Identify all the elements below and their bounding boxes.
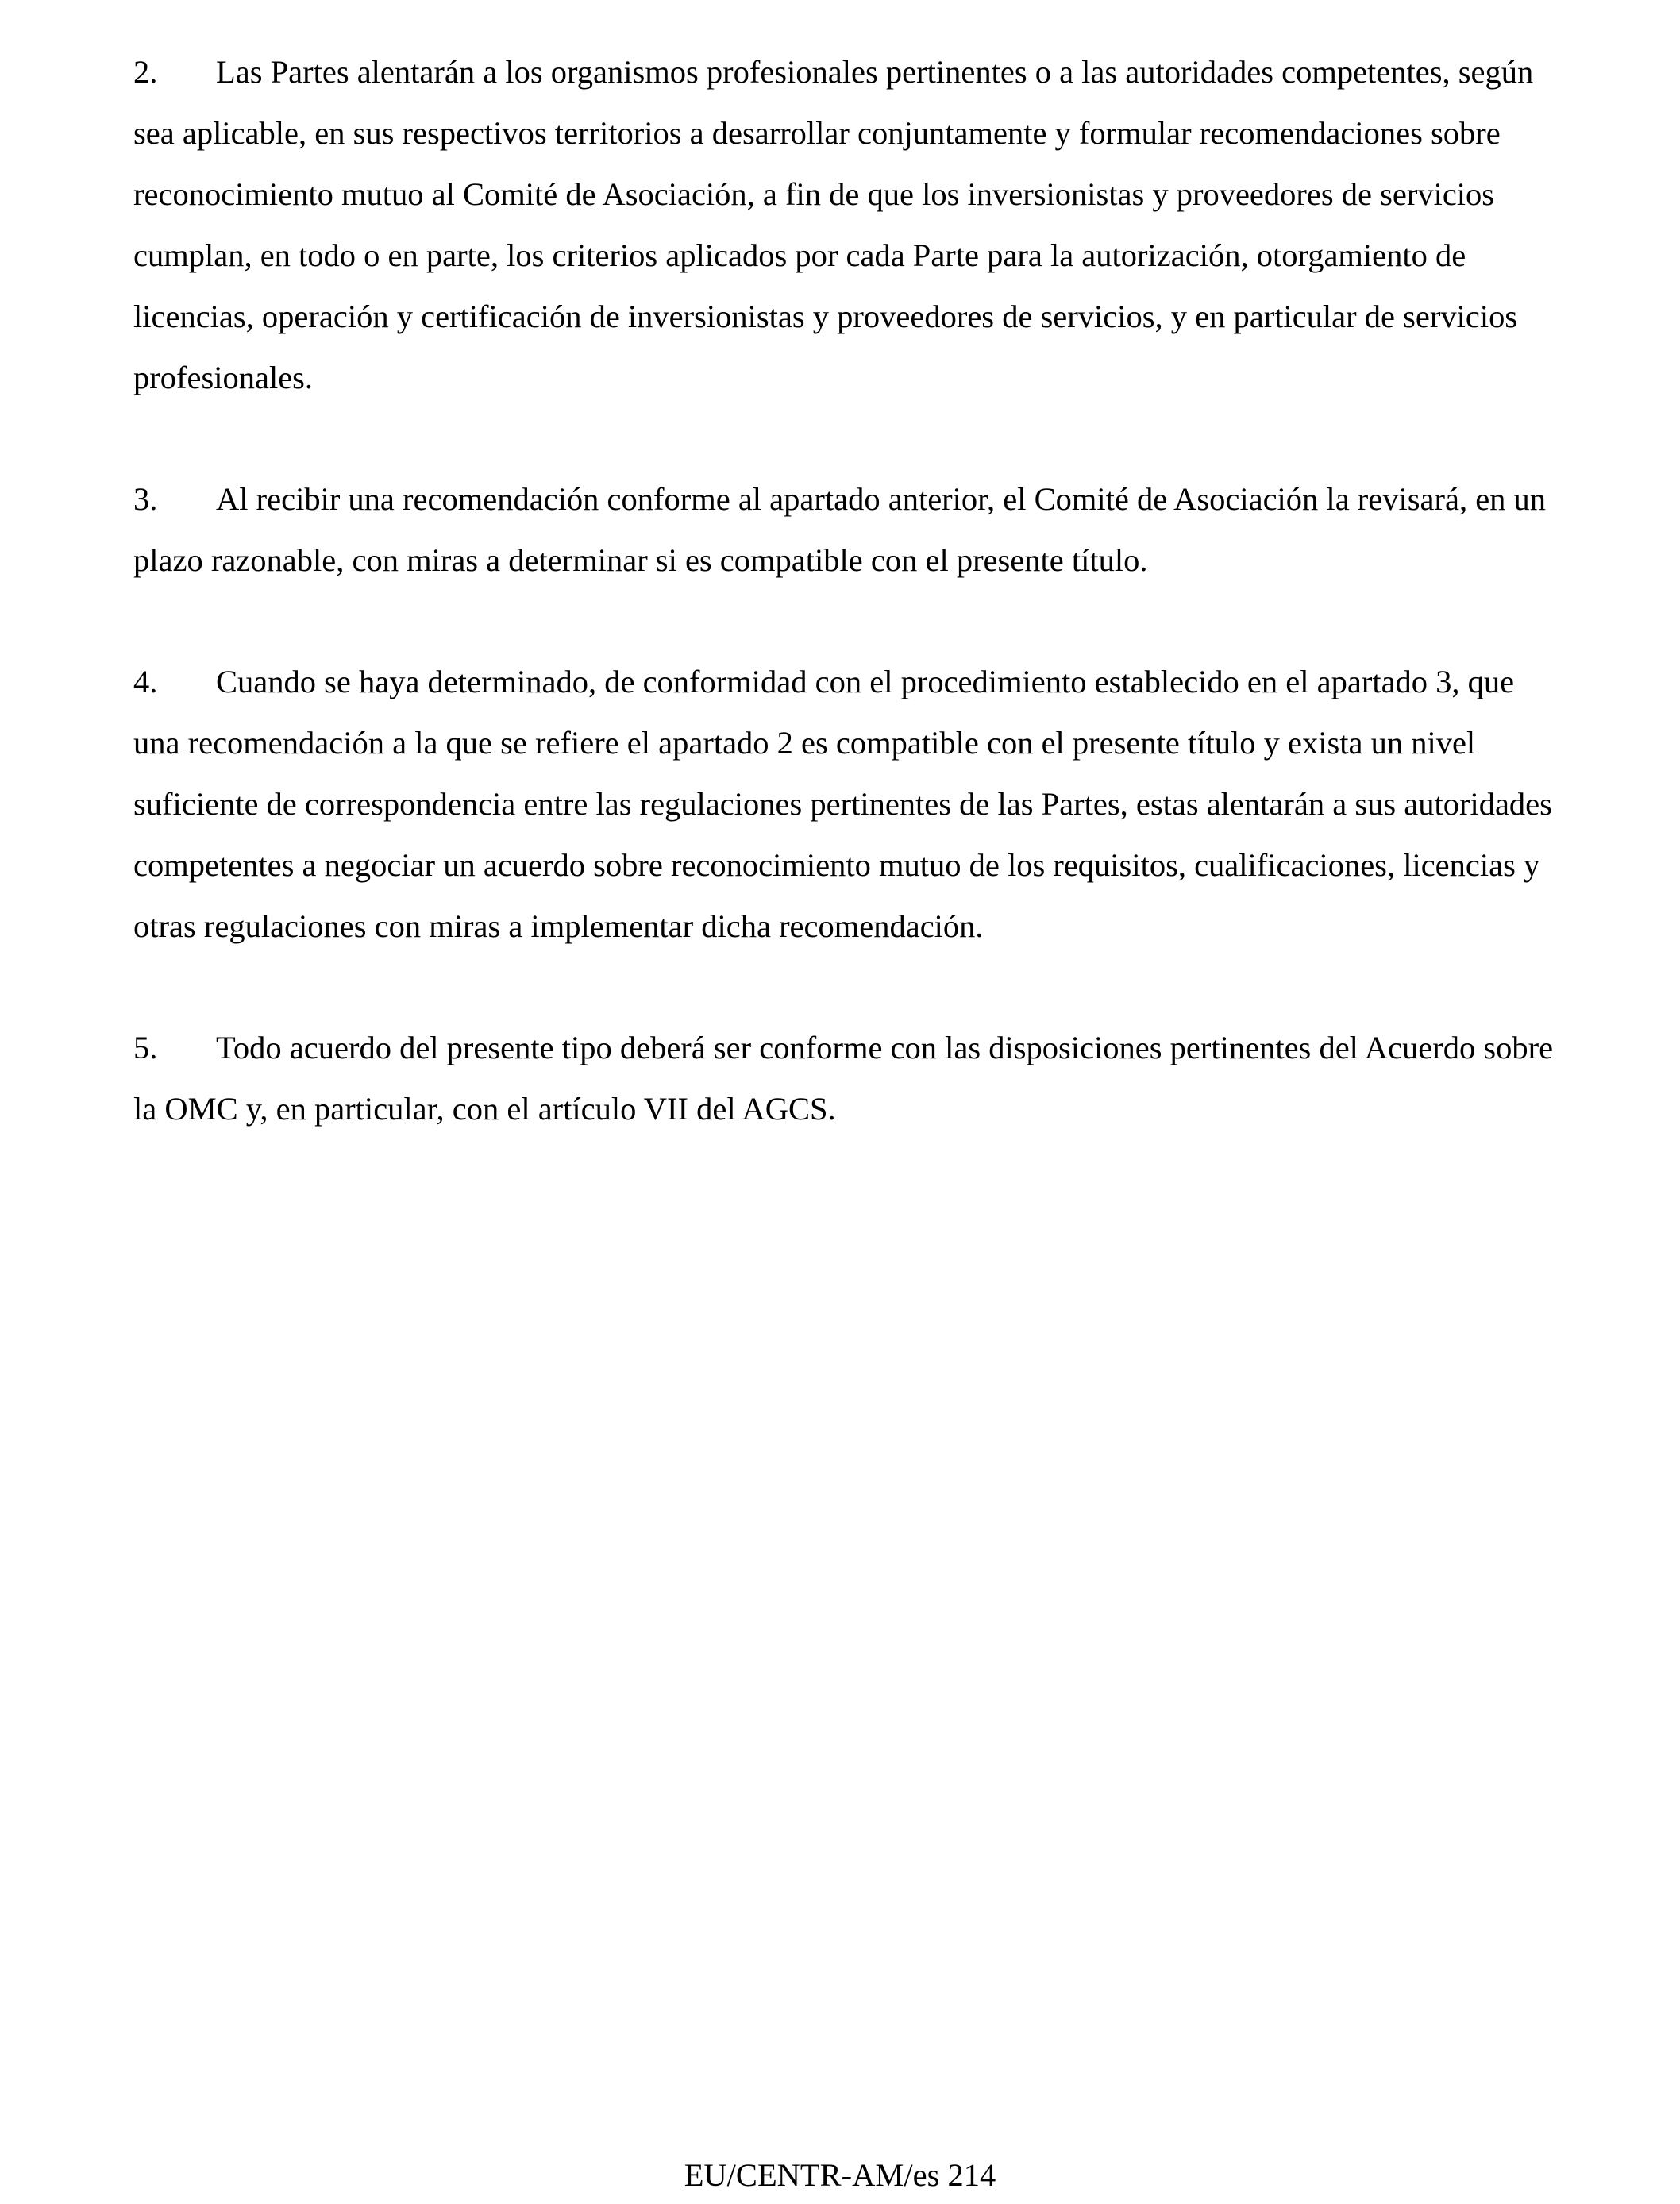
paragraph-text: Cuando se haya determinado, de conformidad con el procedimiento establecido en el apartado 3, que una recomendación a la que se refiere el apartado 2 es compatible con el presente título y exista un nivel suficiente de correspondencia entre las regulaciones pertinentes de las Partes, estas alentarán a sus autoridades competentes a negociar un acuerdo sobre reconocimiento mutuo de los requisitos, cualificaciones, licencias y otras regulaciones con miras a implementar dicha recomendación. bbox=[133, 664, 1552, 944]
paragraph-text: Las Partes alentarán a los organismos profesionales pertinentes o a las autoridades competentes, según sea aplicable, en sus respectivos territorios a desarrollar conjuntamente y formular recomendaciones sobre reconocimiento mutuo al Comité de Asociación, a fin de que los inversionistas y proveedores de servicios cumplan, en todo o en parte, los criterios aplicados por cada Parte para la autorización, otorgamiento de licencias, operación y certificación de inversionistas y proveedores de servicios, y en particular de servicios profesionales. bbox=[133, 54, 1534, 395]
paragraph-text: Todo acuerdo del presente tipo deberá ser conforme con las disposiciones pertinentes del Acuerdo sobre la OMC y, en particular, con el artículo VII del AGCS. bbox=[133, 1030, 1554, 1127]
page-footer-reference: EU/CENTR-AM/es 214 bbox=[684, 2157, 996, 2193]
document-body bbox=[133, 41, 1562, 1200]
paragraph-3 bbox=[133, 468, 1562, 591]
paragraph-number: 4. bbox=[133, 664, 158, 699]
paragraph-5 bbox=[133, 1017, 1562, 1139]
paragraph-number: 3. bbox=[133, 481, 158, 517]
paragraph-number: 2. bbox=[133, 54, 158, 90]
paragraph-number: 5. bbox=[133, 1030, 158, 1065]
paragraph-4 bbox=[133, 651, 1562, 957]
paragraph-2 bbox=[133, 41, 1562, 408]
paragraph-text: Al recibir una recomendación conforme al apartado anterior, el Comité de Asociación la revisará, en un plazo razonable, con miras a determinar si es compatible con el presente título. bbox=[133, 481, 1547, 578]
